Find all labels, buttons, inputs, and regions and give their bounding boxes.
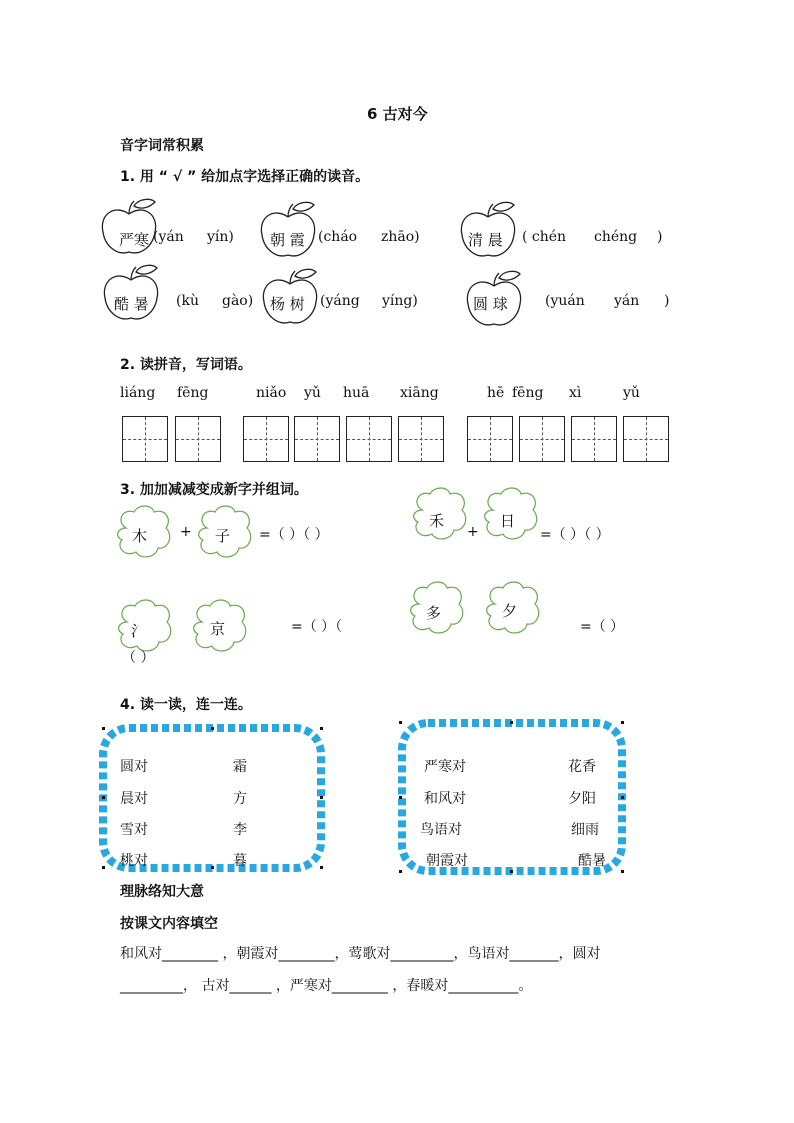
match-right-item[interactable]: 花香 xyxy=(568,759,596,775)
handle-dot xyxy=(510,721,513,724)
q1-option[interactable]: zhāo) xyxy=(381,229,420,245)
match-right-item[interactable]: 细雨 xyxy=(571,822,599,838)
component-char: 子 xyxy=(215,527,231,545)
answer-blank[interactable]: =（ ） xyxy=(580,619,625,635)
handle-dot xyxy=(211,727,214,730)
q1-option[interactable]: (yuán xyxy=(545,293,585,309)
section-heading-outline: 理脉络知大意 xyxy=(120,884,204,900)
handle-dot xyxy=(320,866,323,869)
handle-dot xyxy=(510,870,513,873)
pinyin-label: niǎo xyxy=(256,385,287,401)
q1-close-paren: ) xyxy=(664,293,670,309)
match-left-item[interactable]: 和风对 xyxy=(424,791,466,807)
handle-dot xyxy=(102,866,105,869)
component-char: 京 xyxy=(210,620,226,638)
pinyin-label: xì xyxy=(569,385,582,401)
component-char: 木 xyxy=(132,527,148,545)
q1-option[interactable]: yíng) xyxy=(382,293,418,309)
q1-option[interactable]: ( chén xyxy=(522,229,567,245)
component-char: 禾 xyxy=(429,512,445,530)
fill-line-1[interactable]: 和风对________ ，朝霞对________，莺歌对_________，鸟语对_______，圆对 xyxy=(120,946,601,962)
answer-blank[interactable]: =（ ）（ xyxy=(291,619,343,635)
plus-sign: + xyxy=(180,524,192,540)
q1-option[interactable]: gào) xyxy=(222,293,254,309)
q1-option[interactable]: (yáng xyxy=(320,293,360,309)
pinyin-label: hē xyxy=(487,385,505,401)
q2-prompt: 2. 读拼音，写词语。 xyxy=(120,357,252,373)
match-right-item[interactable]: 夕阳 xyxy=(568,791,596,807)
q1-word-6: 圆 球 xyxy=(473,295,508,313)
pinyin-label: yǔ xyxy=(623,385,640,401)
match-right-item[interactable]: 李 xyxy=(233,822,247,838)
q1-word-1: 严寒 xyxy=(119,231,150,249)
component-char: 夕 xyxy=(502,602,518,620)
handle-dot xyxy=(399,721,402,724)
handle-dot xyxy=(621,796,624,799)
q1-close-paren: ) xyxy=(657,229,663,245)
section-heading-accumulation: 音字词常积累 xyxy=(120,138,204,154)
handle-dot xyxy=(399,796,402,799)
component-char: 日 xyxy=(500,512,516,530)
component-char: 多 xyxy=(426,604,442,622)
fill-line-2[interactable]: _________， 古对______ ，严寒对________ ，春暖对__________。 xyxy=(120,978,533,994)
pinyin-label: yǔ xyxy=(304,385,321,401)
handle-dot xyxy=(320,796,323,799)
q1-option[interactable]: (cháo xyxy=(318,229,358,245)
handle-dot xyxy=(621,870,624,873)
q1-word-5: 杨 树 xyxy=(270,295,305,313)
pinyin-label: fēng xyxy=(512,385,544,401)
plus-sign: + xyxy=(467,524,479,540)
handle-dot xyxy=(320,727,323,730)
match-right-item[interactable]: 霜 xyxy=(233,759,247,775)
match-left-item[interactable]: 圆对 xyxy=(120,759,148,775)
q1-option[interactable]: yín) xyxy=(207,229,234,245)
q1-option[interactable]: yán xyxy=(614,293,640,309)
handle-dot xyxy=(399,870,402,873)
match-right-item[interactable]: 酷暑 xyxy=(578,853,606,869)
q4-prompt: 4. 读一读，连一连。 xyxy=(120,697,252,713)
q1-option[interactable]: (yán xyxy=(153,229,184,245)
fill-prompt: 按课文内容填空 xyxy=(120,916,218,932)
match-left-item[interactable]: 鸟语对 xyxy=(420,822,462,838)
q1-word-3: 清 晨 xyxy=(468,231,503,249)
match-right-item[interactable]: 暮 xyxy=(233,853,247,869)
match-right-item[interactable]: 方 xyxy=(233,791,247,807)
answer-blank[interactable]: =（ ）（ ） xyxy=(540,527,610,543)
q1-option[interactable]: chéng xyxy=(594,229,638,245)
match-left-item[interactable]: 桃对 xyxy=(120,853,148,869)
handle-dot xyxy=(102,796,105,799)
match-left-item[interactable]: 晨对 xyxy=(120,791,148,807)
page-title: 6 古对今 xyxy=(367,105,428,123)
component-char: 氵 xyxy=(131,622,147,640)
q3-prompt: 3. 加加减减变成新字并组词。 xyxy=(120,482,308,498)
pinyin-label: liáng xyxy=(120,385,156,401)
handle-dot xyxy=(211,866,214,869)
match-left-item[interactable]: 雪对 xyxy=(120,822,148,838)
match-left-item[interactable]: 朝霞对 xyxy=(426,853,468,869)
q1-word-2: 朝 霞 xyxy=(270,231,305,249)
handle-dot xyxy=(621,721,624,724)
q1-word-4: 酷 暑 xyxy=(114,295,149,313)
match-left-item[interactable]: 严寒对 xyxy=(424,759,466,775)
pinyin-label: xiāng xyxy=(400,385,439,401)
answer-blank[interactable]: =（ ）（ ） xyxy=(259,527,329,543)
q1-prompt: 1. 用 “ √ ” 给加点字选择正确的读音。 xyxy=(120,169,370,185)
answer-blank[interactable]: （ ） xyxy=(122,650,155,666)
pinyin-label: fēng xyxy=(177,385,209,401)
pinyin-label: huā xyxy=(343,385,370,401)
handle-dot xyxy=(102,727,105,730)
q1-option[interactable]: (kù xyxy=(176,293,199,309)
